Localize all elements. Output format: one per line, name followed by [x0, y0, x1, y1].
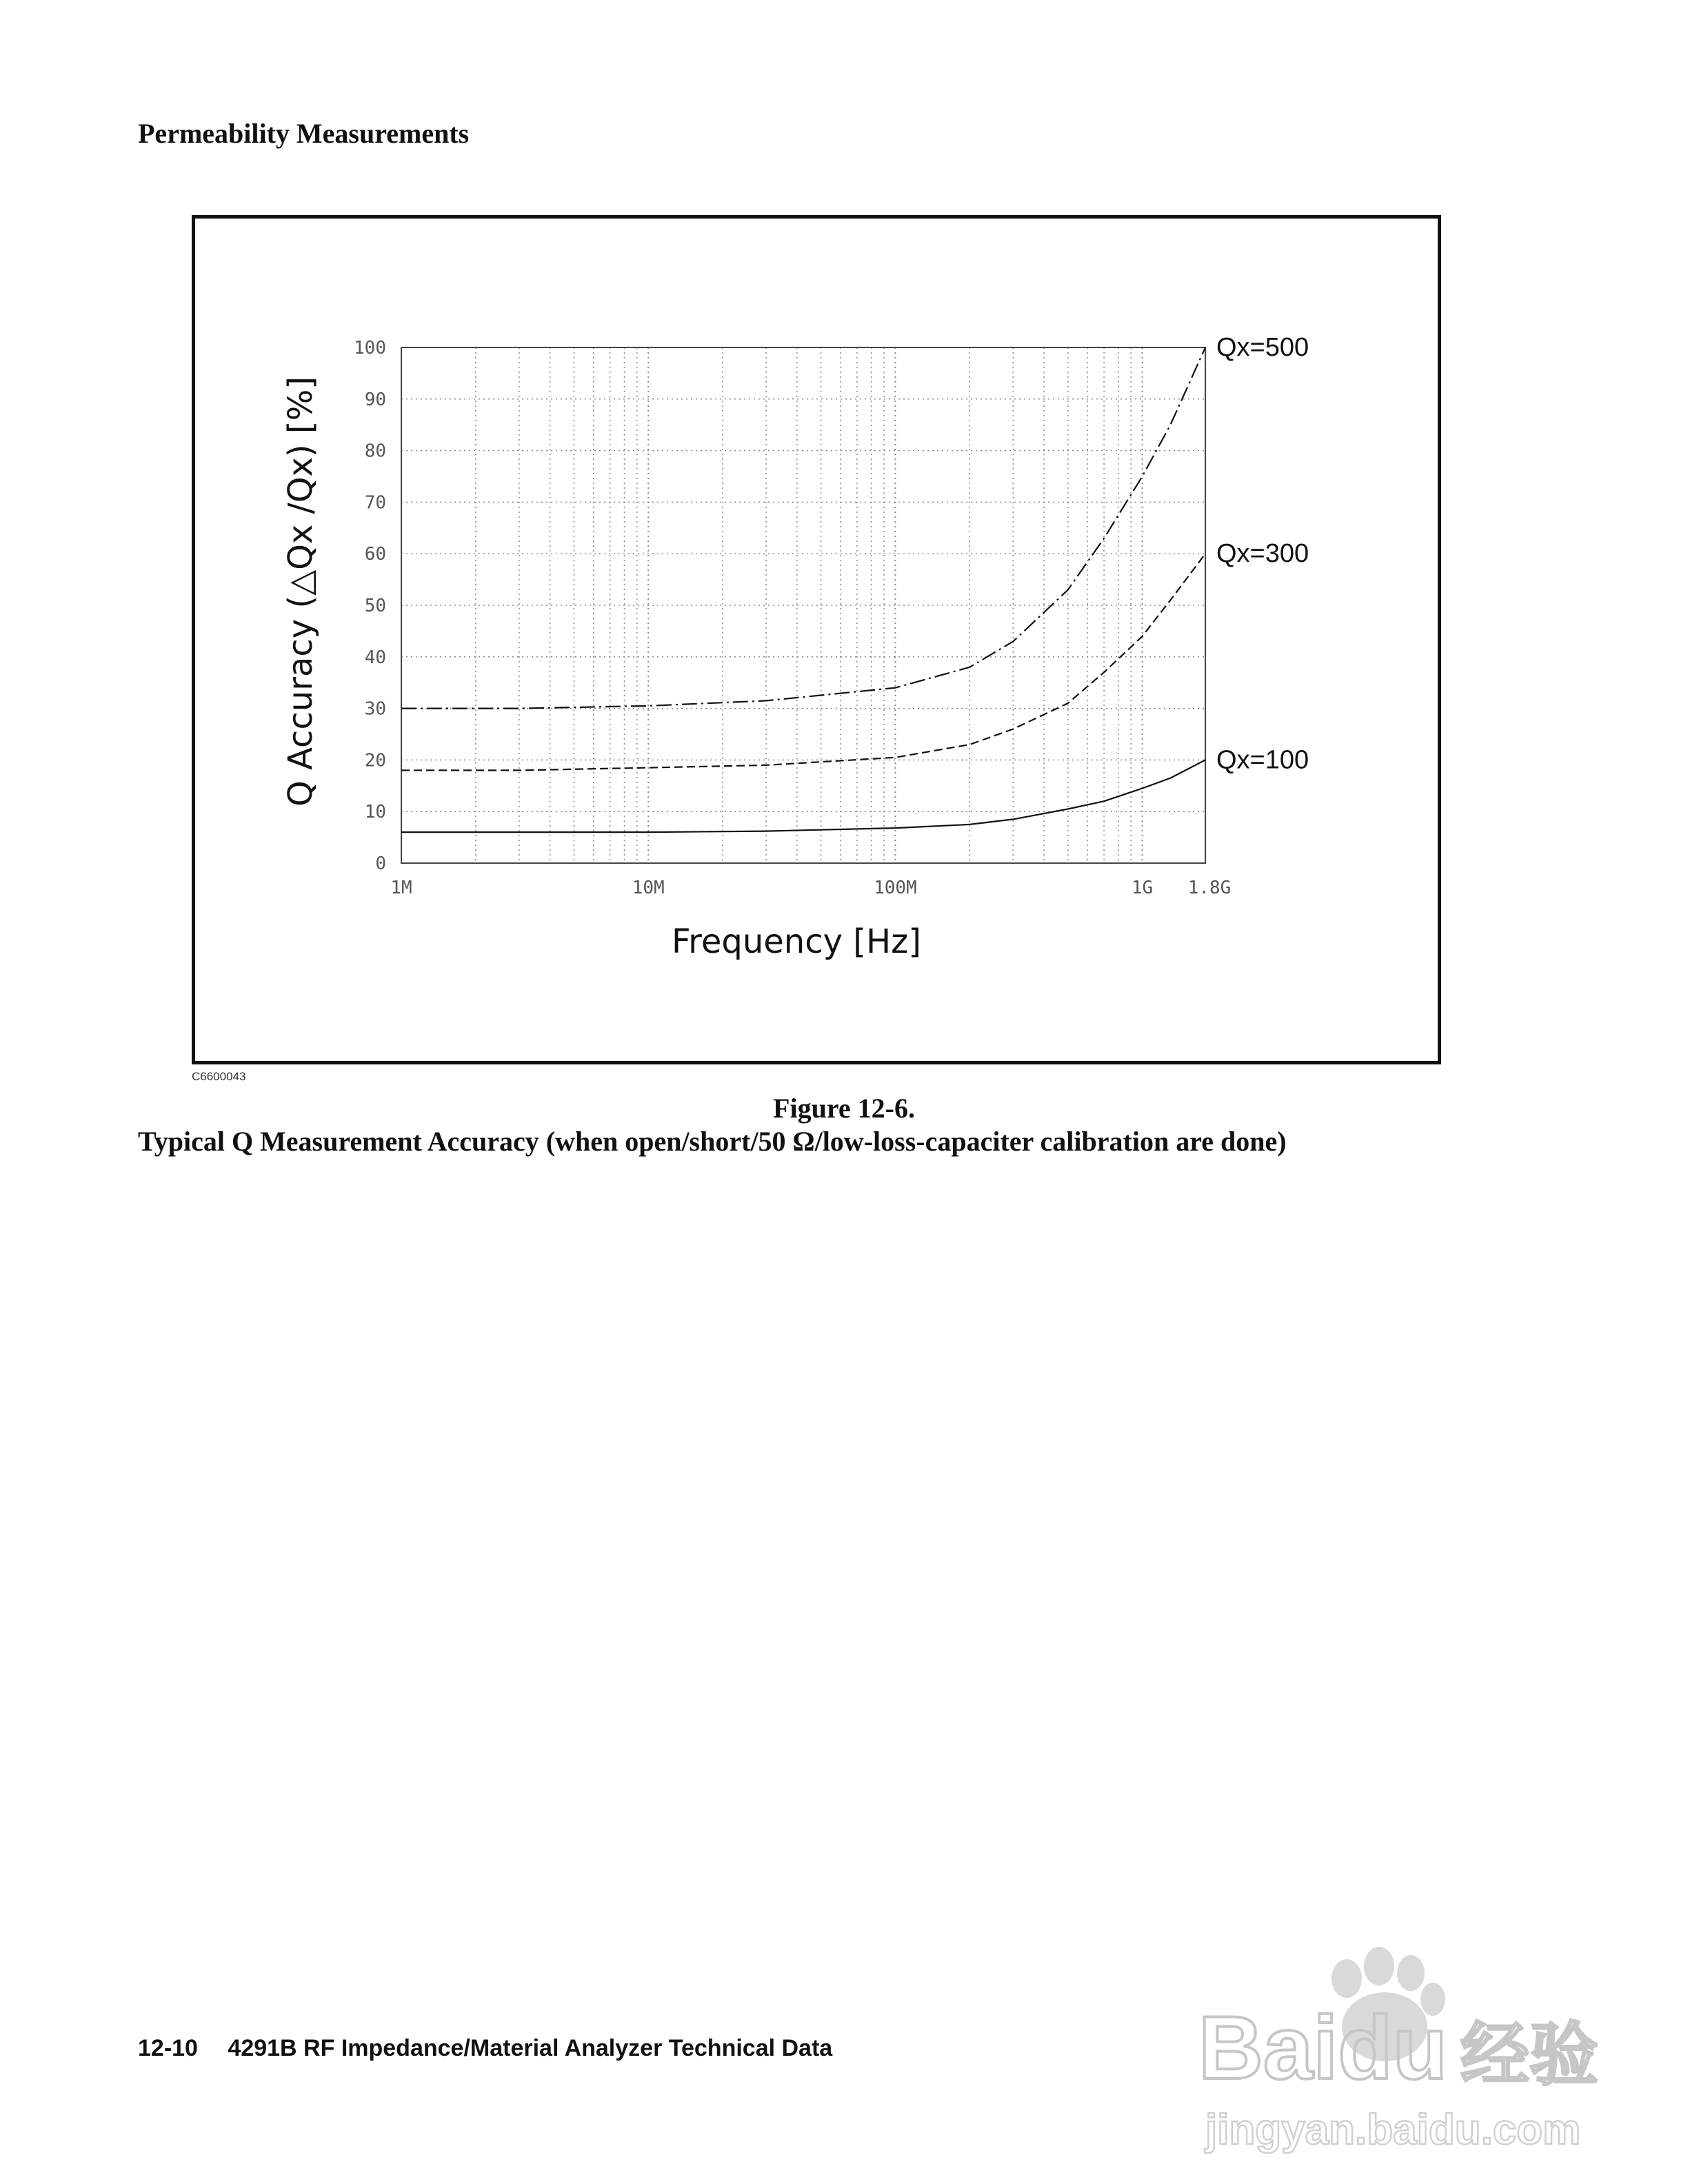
series-labels	[1216, 333, 1309, 774]
y-tick-label: 90	[364, 389, 386, 410]
y-tick-label: 30	[364, 698, 386, 720]
figure-label: Figure 12-6.	[773, 1093, 915, 1124]
document-title: 4291B RF Impedance/Material Analyzer Technical Data	[228, 2035, 833, 2061]
x-tick-label: 1G	[1131, 878, 1154, 898]
page-footer	[138, 2035, 856, 2062]
series-label: Qx=100	[1216, 745, 1309, 775]
watermark-brand-cn: 经验	[1460, 2014, 1598, 2095]
y-tick-label: 50	[364, 596, 386, 616]
x-tick-label: 10M	[632, 878, 665, 898]
series-label: Qx=300	[1216, 539, 1309, 569]
baidu-watermark	[1192, 1930, 1605, 2158]
section-title: Permeability Measurements	[138, 118, 470, 149]
x-tick-label: 1.8G	[1187, 878, 1232, 898]
series-label: Qx=500	[1216, 333, 1309, 362]
grid	[401, 347, 1205, 863]
y-tick-label: 60	[364, 544, 386, 565]
series-line	[401, 554, 1205, 770]
y-tick-label: 0	[375, 853, 386, 874]
watermark-url: jingyan.baidu.com	[1205, 2106, 1581, 2154]
series-line	[401, 760, 1205, 832]
x-tick-label: 1M	[390, 878, 412, 898]
figure-caption: Typical Q Measurement Accuracy (when open/short/50 Ω/low-loss-capaciter calibration are done)	[138, 1126, 1287, 1157]
y-tick-label: 100	[354, 338, 386, 358]
y-tick-label: 10	[364, 802, 386, 823]
y-axis-title: Q Accuracy (△Qx /Qx) [%]	[281, 376, 320, 807]
y-tick-label: 40	[364, 647, 386, 668]
page-number: 12-10	[138, 2035, 198, 2061]
x-tick-label: 100M	[874, 878, 917, 898]
y-tick-label: 80	[364, 441, 386, 462]
series-lines	[401, 347, 1205, 832]
figure-id: C6600043	[192, 1070, 246, 1083]
y-tick-label: 20	[364, 750, 386, 771]
tick-labels	[354, 338, 1231, 898]
watermark-brand: Baidu	[1198, 1997, 1448, 2098]
x-axis-title: Frequency [Hz]	[672, 922, 921, 961]
series-line	[401, 347, 1205, 709]
y-tick-label: 70	[364, 492, 386, 514]
